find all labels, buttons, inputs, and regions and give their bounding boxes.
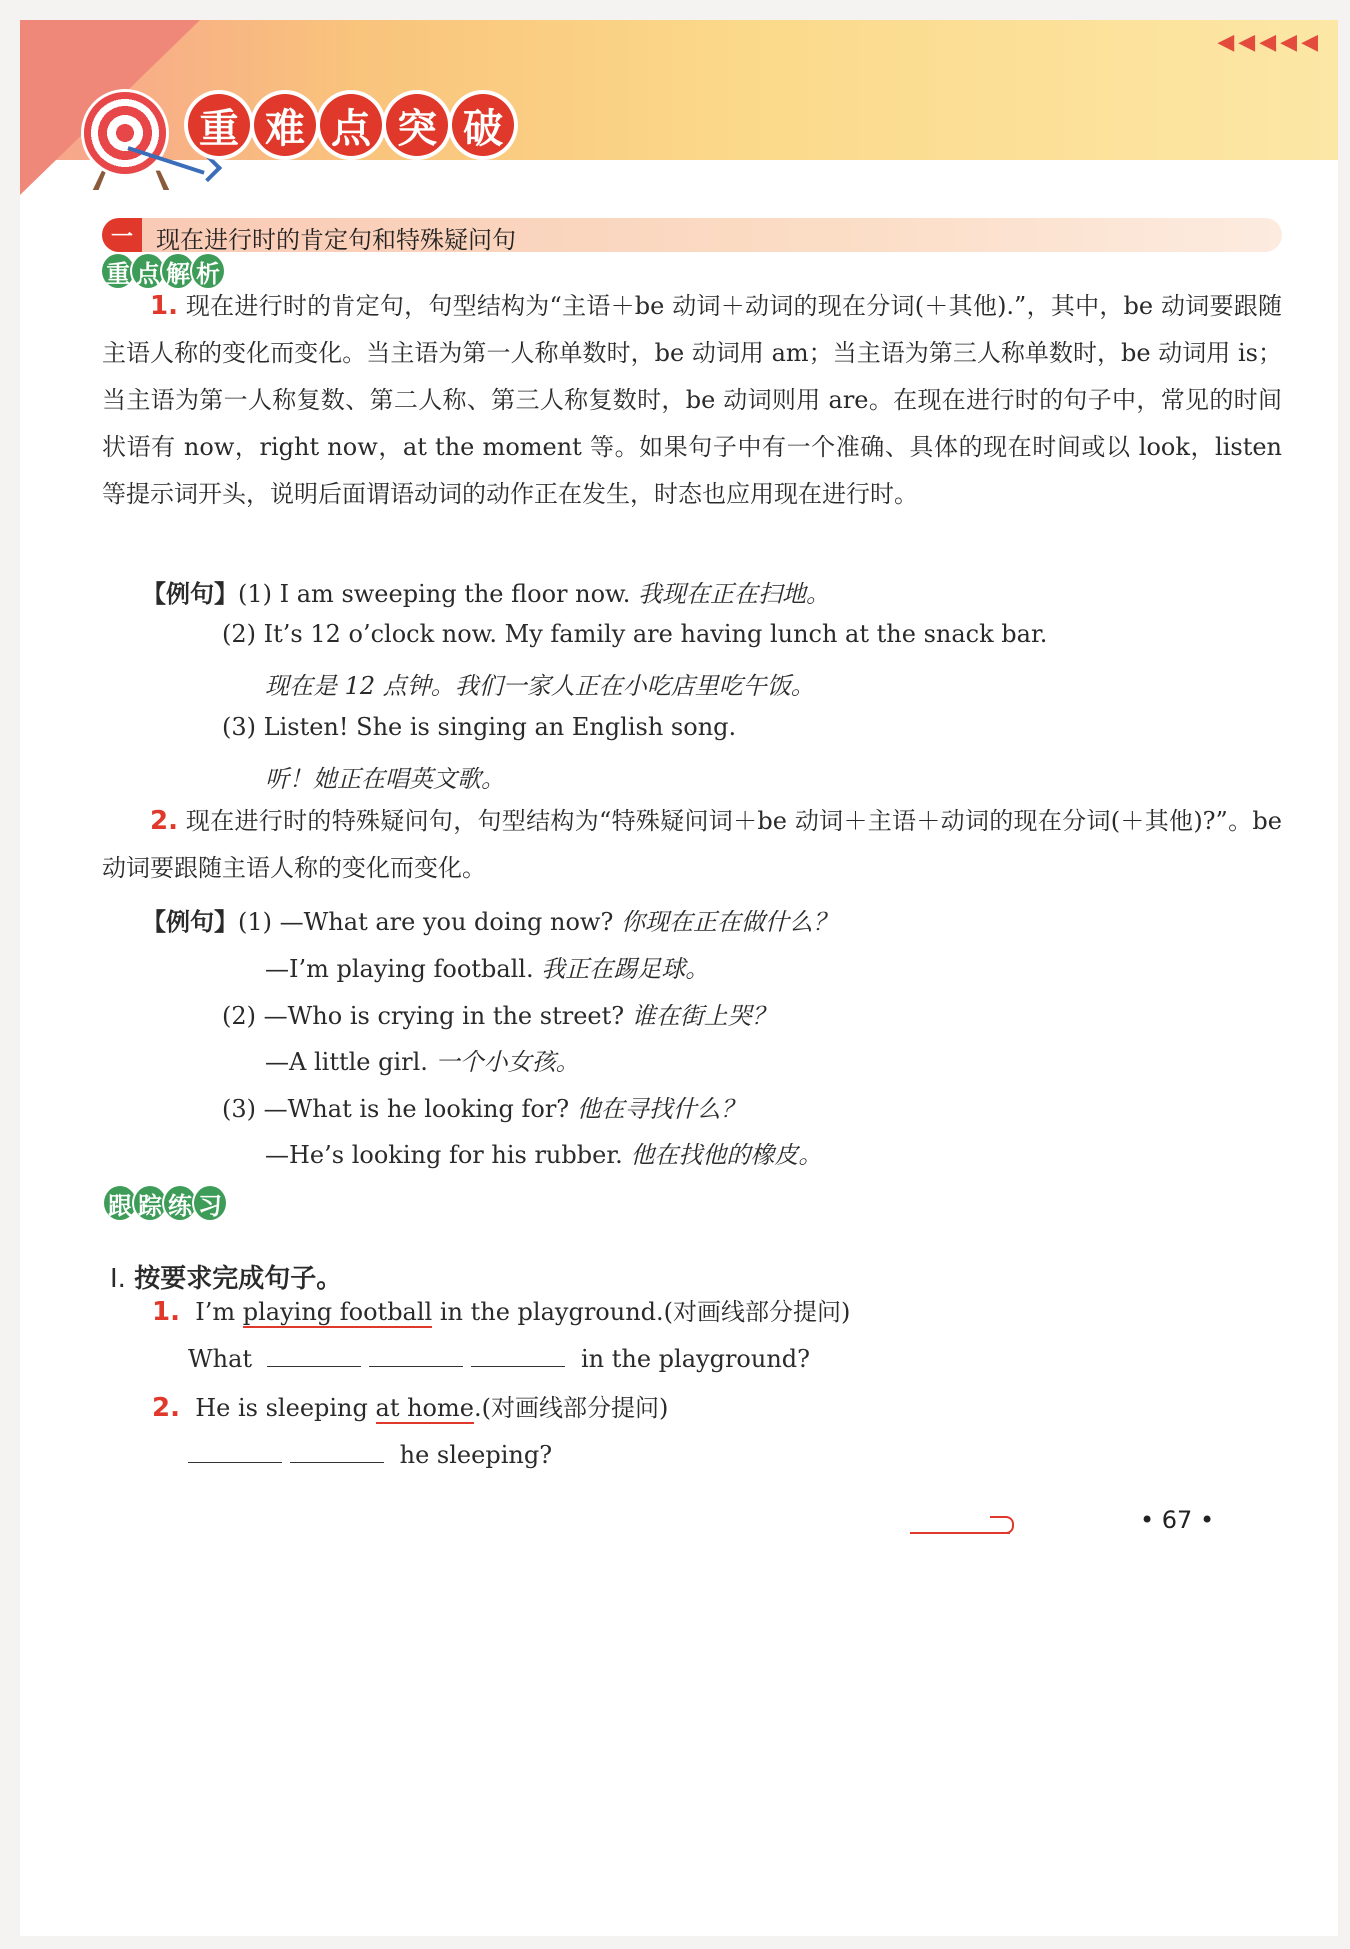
- answer-blank[interactable]: [471, 1340, 565, 1367]
- example-question: —What are you doing now?: [279, 908, 614, 936]
- example2-q1: [142, 902, 837, 937]
- badge-char: 点: [132, 254, 164, 288]
- example-english: I am sweeping the floor now.: [279, 580, 631, 608]
- badge-char: 踪: [134, 1186, 166, 1220]
- page: [20, 20, 1338, 1936]
- badge-char: 习: [194, 1186, 226, 1220]
- item-number: 1.: [152, 1297, 180, 1327]
- point2-paragraph: [102, 798, 1282, 892]
- title-char: 重: [188, 94, 250, 156]
- item-text: I’m: [195, 1298, 243, 1326]
- example2-a1: [265, 949, 709, 984]
- example-chinese: 我现在正在扫地。: [638, 580, 831, 608]
- example1-line1: [142, 574, 830, 609]
- badge-char: 练: [164, 1186, 196, 1220]
- underlined-phrase: playing football: [242, 1298, 433, 1326]
- exercise-item-1: [152, 1292, 850, 1327]
- example-chinese: 他在寻找什么？: [576, 1095, 745, 1123]
- point2-number: 2.: [150, 806, 178, 836]
- example-index: (3): [222, 713, 256, 741]
- page-title: [188, 94, 514, 156]
- point2-text: 现在进行时的特殊疑问句，句型结构为“特殊疑问词＋be 动词＋主语＋动词的现在分词(＋其他)?”。be 动词要跟随主语人称的变化而变化。: [102, 807, 1282, 882]
- section-number: 一: [102, 218, 142, 252]
- item-text: .: [473, 1394, 482, 1422]
- example-answer: —He’s looking for his rubber.: [265, 1141, 623, 1169]
- exercise-answer-1: [188, 1340, 810, 1373]
- answer-blank[interactable]: [188, 1436, 282, 1463]
- example-answer: —I’m playing football.: [265, 955, 534, 983]
- point1-paragraph: [102, 283, 1282, 518]
- example-chinese: 我正在踢足球。: [541, 955, 710, 983]
- item-number: 2.: [152, 1393, 180, 1423]
- example2-a3: [265, 1135, 822, 1170]
- example-question: —Who is crying in the street?: [263, 1002, 625, 1030]
- exercise-heading: [110, 1258, 342, 1295]
- item-text: He is sleeping: [195, 1394, 376, 1422]
- item-text: in the playground.: [432, 1298, 664, 1326]
- answer-suffix: in the playground?: [580, 1345, 811, 1373]
- example-label: 【例句】: [142, 580, 238, 608]
- page-corner-hook-icon: [990, 1516, 1014, 1534]
- example1-line2: [222, 620, 1047, 648]
- answer-blank[interactable]: [369, 1340, 463, 1367]
- example2-q3: [222, 1089, 745, 1124]
- exercise-item-2: [152, 1388, 668, 1423]
- example-chinese: 你现在正在做什么？: [620, 908, 837, 936]
- example-chinese: 谁在街上哭？: [631, 1002, 776, 1030]
- example-index: (1): [238, 580, 272, 608]
- practice-badge: [104, 1186, 224, 1220]
- title-char: 点: [320, 94, 382, 156]
- example-index: (1): [238, 908, 272, 936]
- answer-blank[interactable]: [267, 1340, 361, 1367]
- title-char: 难: [254, 94, 316, 156]
- badge-char: 解: [162, 254, 194, 288]
- example1-line3: [222, 713, 736, 741]
- answer-blank[interactable]: [290, 1436, 384, 1463]
- example-index: (3): [222, 1095, 256, 1123]
- example-chinese: 他在找他的橡皮。: [630, 1141, 823, 1169]
- example-index: (2): [222, 1002, 256, 1030]
- target-icon: [84, 92, 166, 174]
- underlined-phrase: at home: [375, 1394, 474, 1422]
- badge-char: 析: [192, 254, 224, 288]
- example-question: —What is he looking for?: [263, 1095, 570, 1123]
- answer-suffix: he sleeping?: [399, 1441, 553, 1469]
- page-number: • 67 •: [1140, 1506, 1215, 1534]
- example-english: It’s 12 o’clock now. My family are having lunch at the snack bar.: [263, 620, 1048, 648]
- exercise-answer-2: [188, 1436, 552, 1469]
- example2-a2: [265, 1042, 580, 1077]
- exercise-instruction: 按要求完成句子。: [134, 1264, 343, 1294]
- item-note: (对画线部分提问): [481, 1394, 669, 1422]
- example-answer: —A little girl.: [265, 1048, 428, 1076]
- point1-number: 1.: [150, 291, 178, 321]
- example-label: 【例句】: [142, 908, 238, 936]
- title-char: 突: [386, 94, 448, 156]
- example-chinese: 一个小女孩。: [435, 1048, 580, 1076]
- point1-text: 现在进行时的肯定句，句型结构为“主语＋be 动词＋动词的现在分词(＋其他).”，其中，be 动词要跟随主语人称的变化而变化。当主语为第一人称单数时，be 动词用 am；当主语为第三人称单数时，be 动词用 is；当主语为第一人称复数、第二人称、第三人称复数时，be 动词则用 are。在现在进行时的句子中，常见的时间状语有 now，right now，at the moment 等。如果句子中有一个准确、具体的现在时间或以 look，listen 等提示词开头，说明后面谓语动词的动作正在发生，时态也应用现在进行时。: [102, 292, 1282, 508]
- example-chinese: 现在是 12 点钟。我们一家人正在小吃店里吃午饭。: [265, 672, 815, 700]
- exercise-roman: Ⅰ.: [110, 1264, 126, 1294]
- example2-q2: [222, 996, 776, 1031]
- title-char: 破: [452, 94, 514, 156]
- badge-char: 重: [102, 254, 134, 288]
- badge-char: 跟: [104, 1186, 136, 1220]
- answer-prefix: What: [188, 1345, 253, 1373]
- example-index: (2): [222, 620, 256, 648]
- example-english: Listen! She is singing an English song.: [263, 713, 737, 741]
- example-chinese: 听！她正在唱英文歌。: [265, 765, 505, 793]
- arrows-icon: ◀◀◀◀◀: [1217, 30, 1322, 55]
- item-note: (对画线部分提问): [663, 1298, 851, 1326]
- section-title: 现在进行时的肯定句和特殊疑问句: [156, 226, 516, 254]
